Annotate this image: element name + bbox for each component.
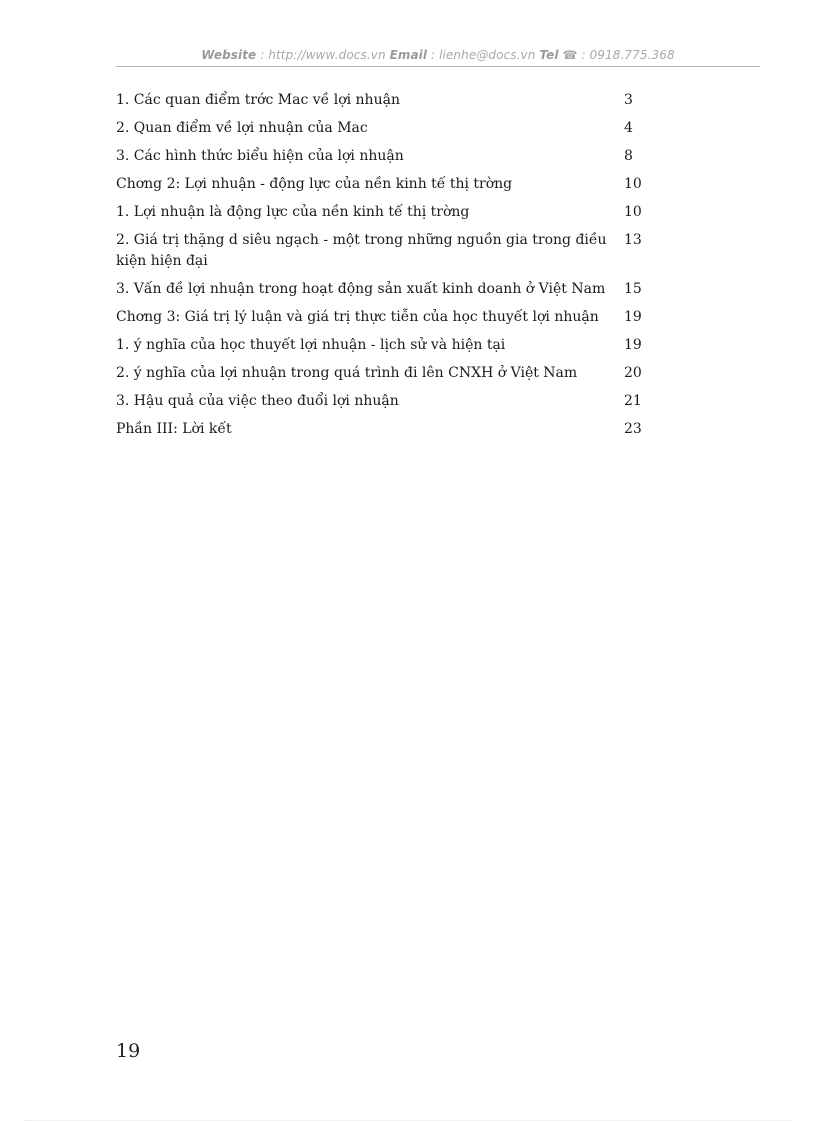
website-value: : http://www.docs.vn [256,48,390,62]
toc-entry-page: 19 [624,309,642,325]
toc-entry-page: 15 [624,281,642,297]
toc-entry [116,230,664,272]
toc-entry-page: 10 [624,204,642,220]
toc-entry-page: 19 [624,337,642,353]
toc-entry-page: 10 [624,176,642,192]
toc-entry-page: 20 [624,365,642,381]
toc-entry-page: 3 [624,92,633,108]
toc-entry [116,363,664,384]
toc-entry-title: 2. ý nghĩa của lợi nhuận trong quá trình đi lên CNXH ở Việt Nam [116,365,578,381]
toc-entry-title: 3. Hậu quả của việc theo đuổi lợi nhuận [116,393,399,409]
page-header [116,48,760,62]
toc-entry [116,419,664,440]
toc-entry-page: 21 [624,393,642,409]
email-value: : lienhe@docs.vn [427,48,540,62]
toc-entry [116,202,664,223]
toc-entry-page: 8 [624,148,633,164]
toc-entry [116,307,664,328]
toc-entry-title: 3. Các hình thức biểu hiện của lợi nhuận [116,148,404,164]
toc-entry-page: 4 [624,120,633,136]
toc-entry [116,146,664,167]
toc-entry [116,90,664,111]
table-of-contents [116,90,664,447]
toc-entry-title: Chơng 3: Giá trị lý luận và giá trị thực tiễn của học thuyết lợi nhuận [116,309,599,325]
header-divider [116,66,760,67]
toc-entry [116,335,664,356]
toc-entry-page: 23 [624,421,642,437]
email-label: Email [389,48,428,62]
tel-value: : 0918.775.368 [577,48,675,62]
toc-entry [116,391,664,412]
tel-label: Tel [539,48,559,62]
phone-icon: ☎ [562,48,578,62]
page-number: 19 [116,1040,141,1062]
toc-entry-title: 3. Vấn đề lợi nhuận trong hoạt động sản xuất kinh doanh ở Việt Nam [116,281,606,297]
toc-entry-title: 2. Giá trị thặng d siêu ngạch - một trong những nguồn gia trong điều kiện hiện đại [116,232,607,269]
toc-entry-title: 1. Các quan điểm trớc Mac về lợi nhuận [116,92,400,108]
toc-entry-title: Phần III: Lời kết [116,421,232,437]
toc-entry [116,118,664,139]
toc-entry-title: Chơng 2: Lợi nhuận - động lực của nền kinh tế thị trờng [116,176,513,192]
toc-entry [116,279,664,300]
website-label: Website [201,48,257,62]
toc-entry-title: 1. ý nghĩa của học thuyết lợi nhuận - lịch sử và hiện tại [116,337,506,353]
toc-entry-page: 13 [624,232,642,248]
toc-entry-title: 2. Quan điểm về lợi nhuận của Mac [116,120,368,136]
toc-entry-title: 1. Lợi nhuận là động lực của nền kinh tế thị trờng [116,204,470,220]
footer-divider [24,1120,792,1121]
toc-entry [116,174,664,195]
